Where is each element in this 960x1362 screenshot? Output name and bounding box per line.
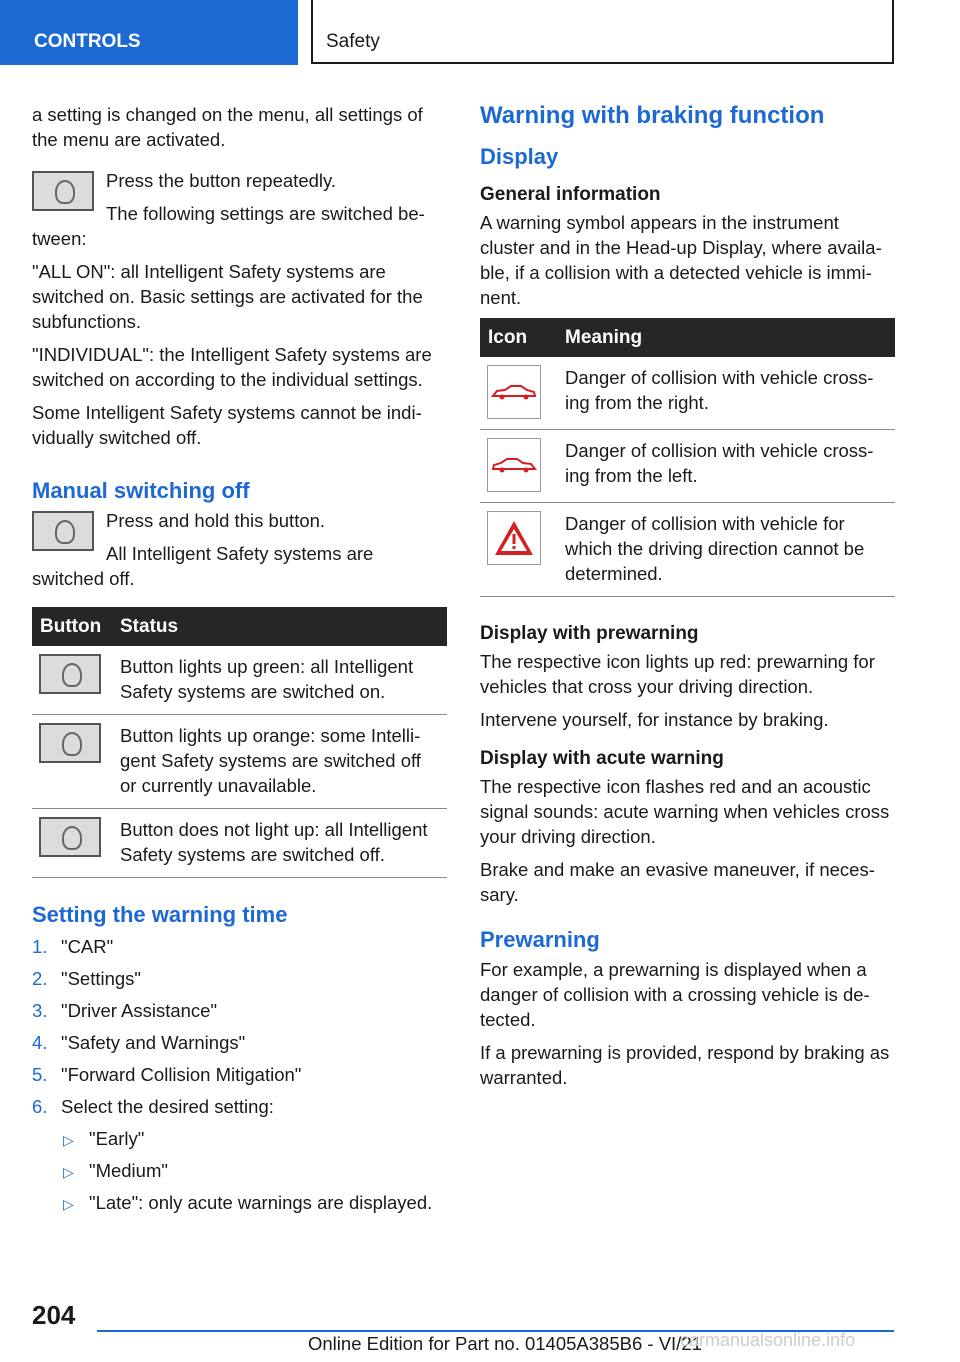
table-header-meaning: Meaning [557,318,895,357]
button-instruction-2 [32,508,447,591]
table-header-icon: Icon [480,318,557,357]
right-column [480,102,895,1098]
table-row [32,715,447,809]
table-header-button: Button [32,607,112,646]
chapter-label: Safety [326,31,380,52]
status-text: Button does not light up: all Intelligent Safety systems are switched off. [112,809,447,878]
options-list [32,1126,447,1215]
section-title: Warning with braking function [480,102,825,129]
icon-meaning-table [480,318,895,597]
edition-text: Online Edition for Part no. 01405A385B6 - VI/21 [308,1333,702,1354]
car-crossing-right-icon [487,365,541,419]
page-number: 204 [32,1300,76,1330]
list-item: 1. "CAR" [32,936,114,957]
display-heading: Display [480,144,559,169]
intervene-text: Intervene yourself, for instance by braking. [480,709,829,730]
prewarning-heading: Prewarning [480,927,600,952]
table-row [480,503,895,597]
table-row [32,809,447,878]
prewarning-example: For example, a prewarning is displayed when a danger of collision with a crossing vehicle is de-tected. [480,959,870,1030]
cannot-text: Some Intelligent Safety systems cannot be indi-vidually switched off. [32,402,422,448]
list-item: 2. "Settings" [32,968,141,989]
status-text: Button lights up green: all Intelligent Safety systems are switched on. [112,646,447,715]
safety-button-off-icon [39,817,101,857]
following-text: The following settings are switched be-tween: [32,203,425,249]
list-item: 4. "Safety and Warnings" [32,1032,246,1053]
status-text: Button lights up orange: some Intelli-gent Safety systems are switched off or currently unavailable. [112,715,447,809]
safety-button-orange-icon [39,723,101,763]
safety-button-icon [32,171,94,211]
list-item: ▷ "Late": only acute warnings are displayed. [61,1190,447,1215]
table-row [480,430,895,503]
brake-text: Brake and make an evasive maneuver, if neces-sary. [480,859,875,905]
chapter-tab [311,0,894,64]
table-header-status: Status [112,607,447,646]
acute-heading: Display with acute warning [480,748,724,769]
watermark: carmanualsonline.info [680,1330,856,1350]
list-item: 3. "Driver Assistance" [32,1000,218,1021]
button-instruction-1 [32,168,447,251]
steps-list [32,934,447,1119]
list-item: 6. Select the desired setting: [32,1096,274,1117]
meaning-text: Danger of collision with vehicle cross-ing from the right. [557,357,895,430]
table-row [480,357,895,430]
triangle-bullet-icon: ▷ [63,1196,74,1212]
section-label: CONTROLS [34,31,141,52]
all-on-text: "ALL ON": all Intelligent Safety systems are switched on. Basic settings are activated for the subfunctions. [32,261,423,332]
list-item: ▷ "Early" [61,1126,447,1151]
intro-text: a setting is changed on the menu, all settings of the menu are activated. [32,104,423,150]
press-repeat-text: Press the button repeatedly. [106,170,337,191]
individual-text: "INDIVIDUAL": the Intelligent Safety systems are switched on according to the individual settings. [32,344,432,390]
press-hold-text: Press and hold this button. [106,510,326,531]
prewarning-display-heading: Display with prewarning [480,623,699,644]
table-row [32,646,447,715]
meaning-text: Danger of collision with vehicle for which the driving direction cannot be determined. [557,503,895,597]
section-tab [0,0,298,65]
triangle-bullet-icon: ▷ [63,1132,74,1148]
button-status-table [32,607,447,878]
left-column [32,102,447,1222]
general-text: A warning symbol appears in the instrument cluster and in the Head-up Display, where availa-ble, if a collision with a detected vehicle is immi-nent. [480,212,882,308]
safety-button-icon [32,511,94,551]
car-crossing-left-icon [487,438,541,492]
all-off-text: All Intelligent Safety systems are switched off. [32,543,374,589]
triangle-bullet-icon: ▷ [63,1164,74,1180]
general-heading: General information [480,184,661,205]
prewarning-text: The respective icon lights up red: prewarning for vehicles that cross your driving direction. [480,651,875,697]
respond-text: If a prewarning is provided, respond by braking as warranted. [480,1042,890,1088]
list-item: ▷ "Medium" [61,1158,447,1183]
safety-button-green-icon [39,654,101,694]
acute-text: The respective icon flashes red and an acoustic signal sounds: acute warning when vehicles cross your driving direction. [480,776,890,847]
manual-heading: Manual switching off [32,478,250,503]
list-item: 5. "Forward Collision Mitigation" [32,1064,302,1085]
warning-triangle-icon [487,511,541,565]
meaning-text: Danger of collision with vehicle cross-ing from the left. [557,430,895,503]
warning-time-heading: Setting the warning time [32,902,288,927]
